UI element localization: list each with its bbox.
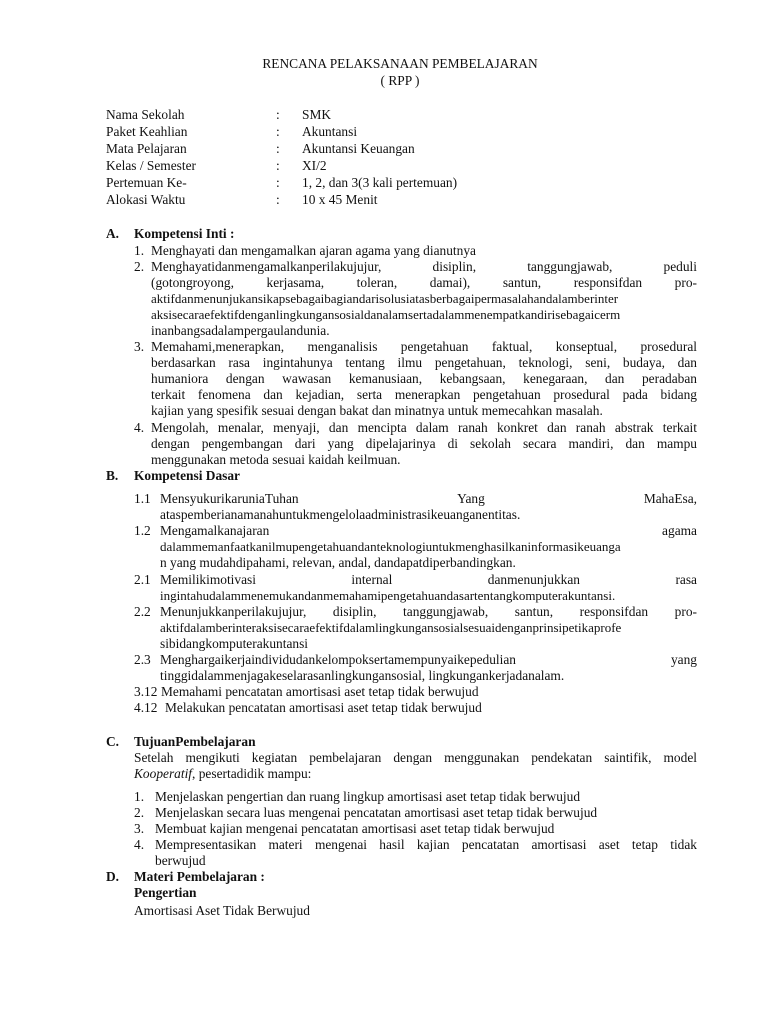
section-letter: B. (106, 468, 119, 483)
item-line: humaniora dengan wawasan kemanusiaan, kebangsaan, kenegaraan, dan peradaban (151, 371, 697, 386)
item-line: Menjelaskan secara luas mengenai pencatatan amortisasi aset tetap tidak berwujud (155, 805, 598, 820)
item-number: 1.1 (134, 491, 151, 506)
item-line: berdasarkan rasa ingintahunya tentang ilmu pengetahuan, teknologi, seni, budaya, dan (151, 355, 697, 370)
identity-value: Akuntansi (302, 124, 358, 139)
identity-sep: : (276, 158, 280, 173)
identity-value: 10 x 45 Menit (302, 192, 378, 207)
item-line: terkait fenomena dan kejadian, serta menerapkan pengetahuan prosedural pada bidang (151, 387, 697, 402)
item-line: tinggidalammenjagakeselarasanlingkungansosial, lingkungankerjadanalam. (160, 668, 565, 683)
item-line: sibidangkomputerakuntansi (160, 636, 309, 651)
identity-sep: : (276, 141, 280, 156)
identity-key: Kelas / Semester (106, 158, 196, 173)
item-number: 3. (134, 339, 145, 354)
identity-sep: : (276, 175, 280, 190)
item-number: 2.3 (134, 652, 151, 667)
identity-key: Alokasi Waktu (106, 192, 186, 207)
item-number: 4.12 (134, 700, 158, 715)
intro-text-line2 (134, 766, 311, 782)
item-number: 2. (134, 805, 145, 820)
item-number: 1. (134, 789, 145, 804)
item-line: Menghargaikerjaindividudankelompoksertamempunyaikepedulian yang (160, 652, 697, 667)
item-line: Mengamalkanajaran agama (160, 523, 697, 538)
item-line: Menunjukkanperilakujujur, disiplin, tanggungjawab, santun, responsifdan pro- (160, 604, 697, 619)
item-number: 1. (134, 243, 145, 258)
section-heading: Kompetensi Inti : (134, 226, 235, 241)
identity-value: XI/2 (302, 158, 327, 173)
item-line: kajian yang spesifik sesuai dengan bakat dan minatnya untuk memecahkan masalah. (151, 403, 603, 418)
item-line: (gotongroyong, kerjasama, toleran, damai), santun, responsifdan pro- (151, 275, 697, 290)
identity-sep: : (276, 124, 280, 139)
identity-value: 1, 2, dan 3(3 kali pertemuan) (302, 175, 458, 190)
item-line: MensyukurikaruniaTuhan Yang MahaEsa, (160, 491, 697, 506)
item-number: 2.2 (134, 604, 151, 619)
item-line: menggunakan metoda sesuai kaidah keilmuan. (151, 452, 401, 467)
item-line: inanbangsadalampergaulandunia. (151, 323, 330, 338)
document-title: RENCANA PELAKSANAAN PEMBELAJARAN (262, 56, 538, 71)
item-line: ingintahudalammenemukandanmemahamipengetahuandasartentangkomputerakuntansi. (160, 588, 616, 603)
item-line: Memahami,menerapkan, menganalisis pengetahuan faktual, konseptual, prosedural (151, 339, 697, 354)
item-line: Memilikimotivasi internal danmenunjukkan rasa (160, 572, 697, 587)
item-line: dalammemanfaatkanilmupengetahuandanteknologiuntukmenghasilkaninformasikeuanga (160, 539, 621, 554)
identity-sep: : (276, 192, 280, 207)
intro-text: Setelah mengikuti kegiatan pembelajaran dengan menggunakan pendekatan saintifik, model (134, 750, 697, 765)
item-number: 4. (134, 837, 145, 852)
item-line: ataspemberianamanahuntukmengelolaadministrasikeuanganentitas. (160, 507, 521, 522)
item-number: 2. (134, 259, 145, 274)
item-line: Mempresentasikan materi mengenai hasil kajian pencatatan amortisasi aset tetap tidak (155, 837, 697, 852)
section-letter: D. (106, 869, 120, 884)
identity-value: Akuntansi Keuangan (302, 141, 415, 156)
item-line: Mengolah, menalar, menyaji, dan mencipta dalam ranah konkret dan ranah abstrak terkait (151, 420, 697, 435)
item-line: aktifdalamberinteraksisecaraefektifdalamlingkungansosialsesuaidenganprinsipetikaprofe (160, 620, 622, 635)
section-letter: C. (106, 734, 120, 749)
item-line: n yang mudahdipahami, relevan, andal, dandapatdiperbandingkan. (160, 555, 516, 570)
item-line: aksisecaraefektifdenganlingkungansosialdanalamsertadalammenempatkandirisebagaicerm (151, 307, 621, 322)
identity-key: Nama Sekolah (106, 107, 185, 122)
section-heading: Kompetensi Dasar (134, 468, 241, 483)
body-text: Amortisasi Aset Tidak Berwujud (134, 903, 310, 918)
identity-value: SMK (302, 107, 332, 122)
section-heading: Materi Pembelajaran : (134, 869, 265, 884)
item-line: Memahami pencatatan amortisasi aset tetap tidak berwujud (161, 684, 479, 699)
item-number: 2.1 (134, 572, 151, 587)
model-name: Kooperatif (134, 766, 193, 781)
item-number: 3. (134, 821, 145, 836)
item-line: Menghayati dan mengamalkan ajaran agama yang dianutnya (151, 243, 476, 258)
item-line: Menghayatidanmengamalkanperilakujujur, disiplin, tanggungjawab, peduli (151, 259, 697, 274)
item-line: Melakukan pencatatan amortisasi aset tetap tidak berwujud (165, 700, 482, 715)
item-line: dengan pengembangan dari yang dipelajarinya di sekolah secara mandiri, dan mampu (151, 436, 697, 451)
document-subtitle: ( RPP ) (380, 73, 420, 88)
item-number: 3.12 (134, 684, 158, 699)
identity-key: Paket Keahlian (106, 124, 188, 139)
item-line: berwujud (155, 853, 206, 868)
item-number: 4. (134, 420, 145, 435)
subheading: Pengertian (134, 885, 197, 900)
item-line: Membuat kajian mengenai pencatatan amortisasi aset tetap tidak berwujud (155, 821, 555, 836)
section-letter: A. (106, 226, 120, 241)
identity-sep: : (276, 107, 280, 122)
identity-key: Pertemuan Ke- (106, 175, 187, 190)
item-line: aktifdanmenunjukansikapsebagaibagiandarisolusiatasberbagaipermasalahandalamberinter (151, 291, 619, 306)
section-heading: TujuanPembelajaran (134, 734, 256, 749)
identity-key: Mata Pelajaran (106, 141, 187, 156)
item-number: 1.2 (134, 523, 151, 538)
item-line: Menjelaskan pengertian dan ruang lingkup amortisasi aset tetap tidak berwujud (155, 789, 581, 804)
intro-rest: , pesertadidik mampu: (192, 766, 312, 781)
